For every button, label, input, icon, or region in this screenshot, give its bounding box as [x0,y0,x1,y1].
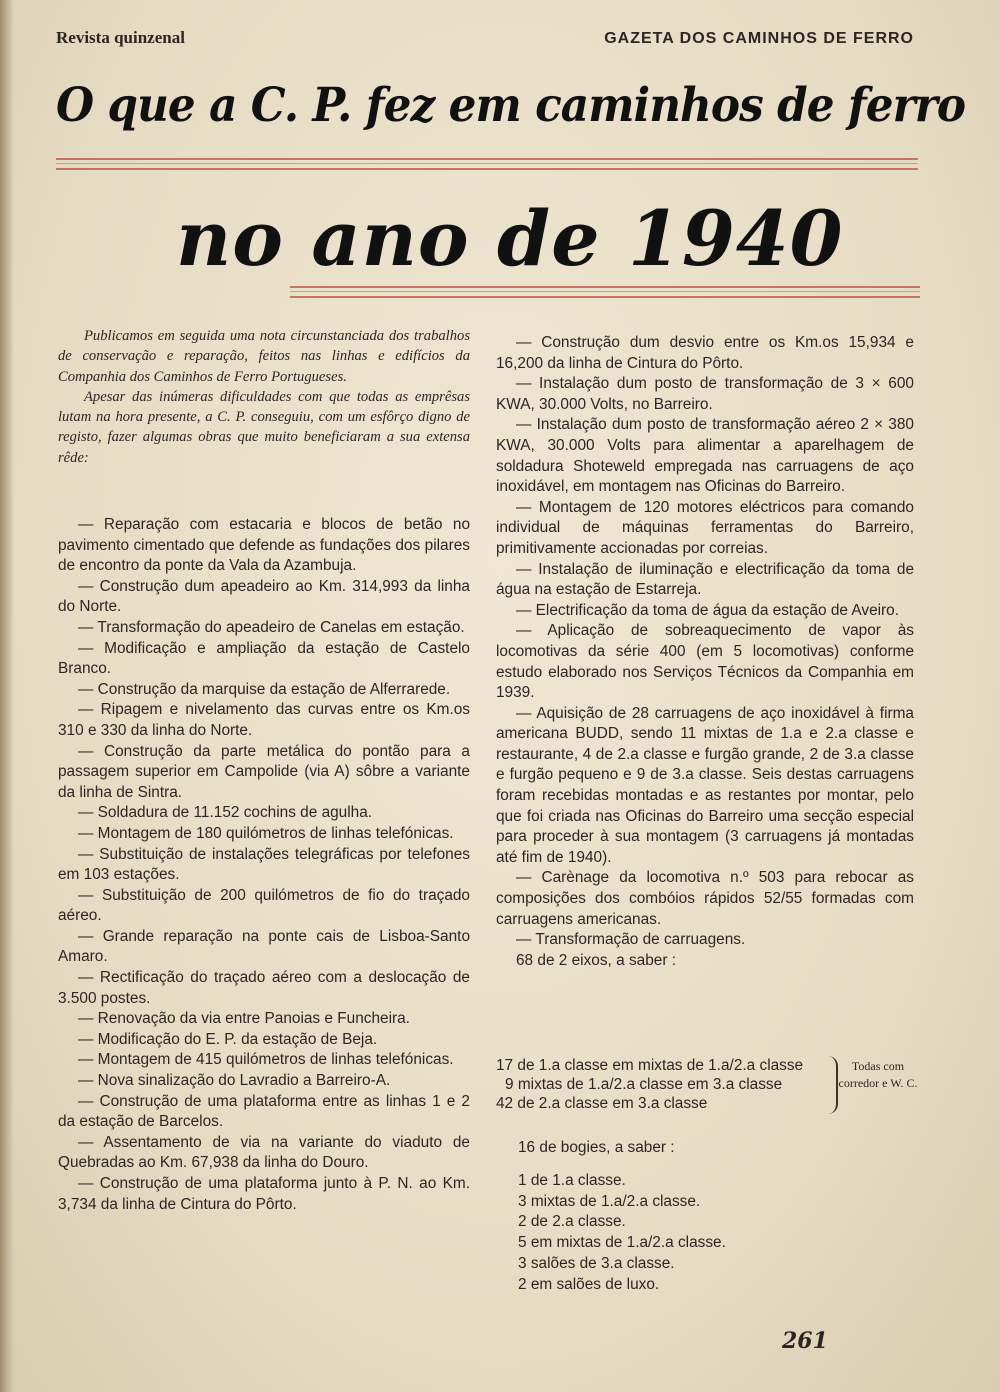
intro-paragraph: Publicamos em seguida uma nota circunstanciada dos trabalhos de conservação e reparação, feitos nas linhas e edifícios da Companhia dos Caminhos de Ferro Portugueses. [58,328,470,385]
work-item: — Carènage da locomotiva n.º 503 para rebocar as composições dos combóios rápidos 52/55 formadas com carruagens americanas. [496,869,914,928]
list-item: 5 em mixtas de 1.a/2.a classe. [518,1234,726,1252]
list-item: 2 de 2.a classe. [518,1213,626,1231]
page-number: 261 [782,1328,828,1354]
work-item: — Modificação do E. P. da estação de Beja. [78,1030,378,1048]
list-item: 17 de 1.a classe em mixtas de 1.a/2.a classe [496,1057,804,1074]
intro-paragraph: Apesar das inúmeras dificuldades com que todas as emprêsas lutam na hora presente, a C. P. conseguiu, com um esfôrço digno de registo, fazer algumas obras que muito beneficiaram a sua extensa rêde: [58,388,470,466]
right-brace [826,1056,838,1114]
work-item: — Instalação dum posto de transformação aéreo 2 × 380 KWA, 30.000 Volts para alimentar a aparelhagem de soldadura Shoteweld empregada nas carruagens de aço inoxidável, em montagem nas Oficinas do Barreiro. [496,416,914,496]
work-item: — Nova sinalização do Lavradio a Barreiro-A. [78,1072,391,1090]
work-item: — Substituição de instalações telegráficas por telefones em 103 estações. [58,845,470,884]
work-item: — Transformação de carruagens. [516,931,746,949]
brace-note: Todas com corredor e W. C. [838,1059,918,1090]
work-item: — Assentamento de via na variante do viaduto de Quebradas ao Km. 67,938 da linha do Douro. [58,1133,470,1172]
list-item: 3 salões de 3.a classe. [518,1254,675,1272]
title-line-1: O que a C. P. fez em caminhos de ferro [56,78,966,133]
work-item: — Grande reparação na ponte cais de Lisboa-Santo Amaro. [58,927,470,966]
work-item: — Renovação da via entre Panoias e Funcheira. [78,1010,410,1028]
intro-note [58,326,470,468]
work-item: — Reparação com estacaria e blocos de betão no pavimento cimentado que defende as fundações dos pilares de encontro da ponte da Vala da Azambuja. [58,516,470,575]
work-item: — Construção da parte metálica do pontão para a passagem superior em Campolide (via A) sôbre a variante da linha de Sintra. [58,742,470,801]
work-item: — Substituição de 200 quilómetros de fio do traçado aéreo. [58,886,470,925]
bogies-list [518,1138,898,1296]
title-rule-2 [290,286,920,298]
left-column [58,515,470,1215]
work-item: 68 de 2 eixos, a saber : [516,951,676,969]
work-item: — Construção dum apeadeiro ao Km. 314,993 da linha do Norte. [58,577,470,616]
work-item: — Montagem de 180 quilómetros de linhas telefónicas. [78,824,454,842]
two-axle-cars-lines [496,1056,826,1113]
header-right: GAZETA DOS CAMINHOS DE FERRO [604,30,914,47]
list-item: 42 de 2.a classe em 3.a classe [496,1095,708,1112]
work-item: — Transformação do apeadeiro de Canelas em estação. [78,618,465,636]
header-left: Revista quinzenal [56,28,185,47]
work-item: — Instalação de iluminação e electrificação da toma de água na estação de Estarreja. [496,560,914,599]
work-item: — Instalação dum posto de transformação de 3 × 600 KWA, 30.000 Volts, no Barreiro. [496,375,914,413]
work-item: — Construção de uma plataforma entre as linhas 1 e 2 da estação de Barcelos. [58,1092,470,1131]
work-item: — Construção de uma plataforma junto à P. N. ao Km. 3,734 da linha de Cintura do Pôrto. [58,1175,470,1213]
list-item: 1 de 1.a classe. [518,1171,626,1189]
page-gutter-shadow [0,0,14,1392]
work-item: — Montagem de 120 motores eléctricos para comando individual de máquinas ferramentas do Barreiro, primitivamente accionadas por correias. [496,498,914,557]
work-item: — Construção dum desvio entre os Km.os 15,934 e 16,200 da linha de Cintura do Pôrto. [496,334,914,372]
right-column [496,333,914,971]
title-line-2: no ano de 1940 [176,194,844,283]
title-rule-1 [56,158,918,170]
work-item: — Rectificação do traçado aéreo com a deslocação de 3.500 postes. [58,969,470,1007]
work-item: — Construção da marquise da estação de Alferrarede. [78,680,451,698]
work-item: — Aplicação de sobreaquecimento de vapor às locomotivas da série 400 (em 5 locomotivas) conforme estudo elaborado nos Serviços Técnicos da Companhia em 1939. [496,622,914,702]
work-item: — Montagem de 415 quilómetros de linhas telefónicas. [78,1051,454,1069]
work-item: — Aquisição de 28 carruagens de aço inoxidável à firma americana BUDD, sendo 11 mixtas de 1.a e 2.a classe e restaurante, 4 de 2.a classe e furgão grande, 2 de 3.a classe e furgão pequeno e 9 de 3.a classe. Seis destas carruagens foram recebidas montadas e as restantes por montar, pelo que foi criada nas Oficinas do Barreiro uma secção especial para proceder à sua montagem (3 carruagens já montadas até fim de 1940). [496,704,914,866]
list-item: 3 mixtas de 1.a/2.a classe. [518,1192,701,1210]
work-item: — Soldadura de 11.152 cochins de agulha. [78,804,373,822]
work-item: — Modificação e ampliação da estação de Castelo Branco. [58,639,470,678]
work-item: — Ripagem e nivelamento das curvas entre os Km.os 310 e 330 da linha do Norte. [58,701,470,739]
list-item: 9 mixtas de 1.a/2.a classe em 3.a classe [505,1076,783,1093]
work-item: — Electrificação da toma de água da estação de Aveiro. [516,601,900,619]
bogies-heading: 16 de bogies, a saber : [518,1139,675,1156]
list-item: 2 em salões de luxo. [518,1275,660,1293]
